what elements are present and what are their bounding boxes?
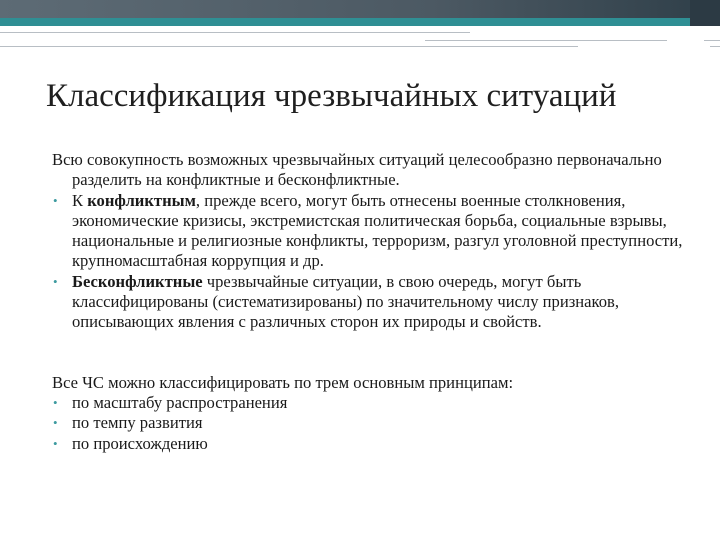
principle-item: [52, 413, 692, 433]
bullet-nonconflict-text: чрезвычайные ситуации, в свою очередь, могут быть классифицированы (систематизированы) по значительному числу признаков, описывающих явления с различных сторон их природы и свойств.: [72, 271, 620, 332]
principle-item: [52, 434, 692, 454]
principle-item: [52, 393, 692, 413]
spacer: [52, 333, 692, 373]
principles-intro: Все ЧС можно классифицировать по трем основным принципам:: [52, 372, 514, 392]
bullet-conflict-prefix: К: [72, 190, 88, 210]
bullet-nonconflict: [52, 272, 692, 333]
slide-title: Классификация чрезвычайных ситуаций: [46, 78, 617, 114]
decorative-line: [425, 40, 667, 41]
header-dark-strip: [0, 0, 720, 18]
bullet-conflict: [52, 191, 692, 272]
principle-text: по происхождению: [72, 433, 208, 453]
header-corner-block: [690, 0, 720, 26]
decorative-line: [0, 32, 470, 33]
bullet-icon: •: [53, 394, 58, 410]
decorative-line: [710, 46, 720, 47]
bullet-conflict-text: , прежде всего, могут быть отнесены военные столкновения, экономические кризисы, экстремистская политическая борьба, социальные взрывы, национальные и религиозные конфликты, терроризм, разгул уголовной преступности, крупномасштабная коррупция и др.: [72, 190, 683, 271]
principle-text: по темпу развития: [72, 413, 203, 433]
bullet-icon: •: [53, 273, 58, 289]
bullet-icon: •: [53, 415, 58, 431]
bullet-icon: •: [53, 435, 58, 451]
intro-paragraph: Всю совокупность возможных чрезвычайных ситуаций целесообразно первоначально разделить на конфликтные и бесконфликтные.: [52, 150, 662, 190]
bullet-conflict-bold: конфликтным: [87, 190, 196, 210]
bullet-icon: •: [53, 192, 58, 208]
principle-text: по масштабу распространения: [72, 392, 288, 412]
bullet-nonconflict-bold: Бесконфликтные: [72, 271, 203, 291]
slide-body: [52, 150, 692, 454]
decorative-line: [0, 46, 578, 47]
decorative-line: [704, 40, 720, 41]
